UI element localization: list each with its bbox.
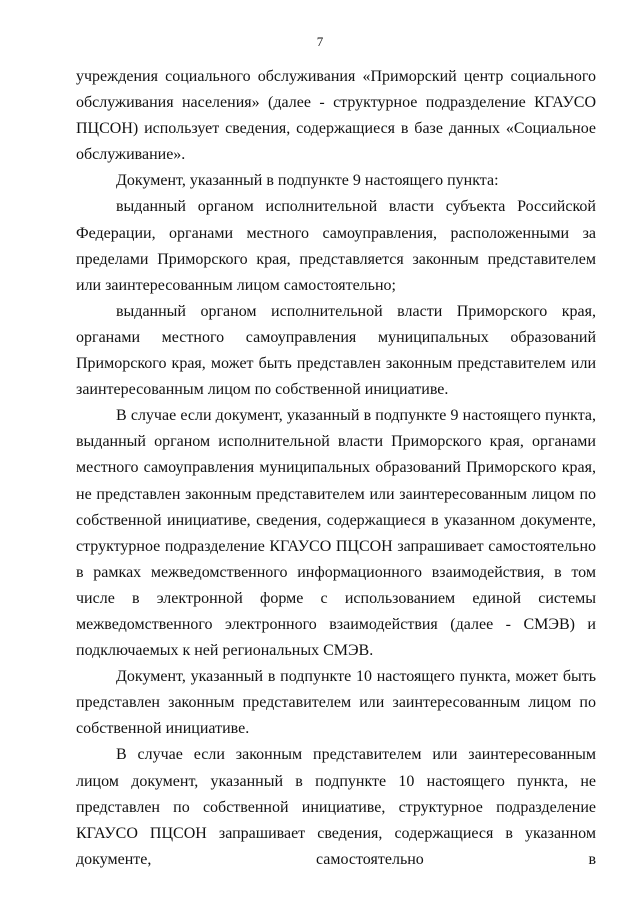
paragraph-document-10: Документ, указанный в подпункте 10 настоящего пункта, может быть представлен законным представителем или заинтересованным лицом по собственной инициативе. [76, 668, 596, 738]
paragraph-interagency-request: В случае если документ, указанный в подпункте 9 настоящего пункта, выданный органом исполнительной власти Приморского края, органами местного самоуправления муниципальных образований Приморского края, не представлен законным представителем или заинтересованным лицом по собственной инициативе, сведения, содержащиеся в указанном документе, структурное подразделение КГАУСО ПЦСОН запрашивает самостоятельно в рамках межведомственного информационного взаимодействия, в том числе в электронной форме с использованием единой системы межведомственного электронного взаимодействия (далее - СМЭВ) и подключаемых к ней региональных СМЭВ. [76, 407, 596, 660]
paragraph-document-10-request: В случае если законным представителем или заинтересованным лицом документ, указанный в подпункте 10 настоящего пункта, не представлен по собственной инициативе, структурное подразделение КГАУСО ПЦСОН запрашивает сведения, содержащиеся в указанном документе, самостоятельно в [76, 746, 596, 868]
paragraph-issued-outside-region: выданный органом исполнительной власти субъекта Российской Федерации, органами местного самоуправления, расположенными за пределами Приморского края, представляется законным представителем или заинтересованным лицом самостоятельно; [76, 198, 596, 294]
page-number: 7 [316, 34, 324, 49]
paragraph-document-9-heading: Документ, указанный в подпункте 9 настоящего пункта: [116, 172, 499, 190]
document-body [76, 64, 596, 873]
paragraph-continued-intro: учреждения социального обслуживания «Приморский центр социального обслуживания населения» (далее - структурное подразделение КГАУСО ПЦСОН) использует сведения, содержащиеся в базе данных «Социальное обслуживание». [76, 68, 596, 164]
paragraph-issued-primorsky: выданный органом исполнительной власти Приморского края, органами местного самоуправления муниципальных образований Приморского края, может быть представлен законным представителем или заинтересованным лицом по собственной инициативе. [76, 302, 596, 399]
